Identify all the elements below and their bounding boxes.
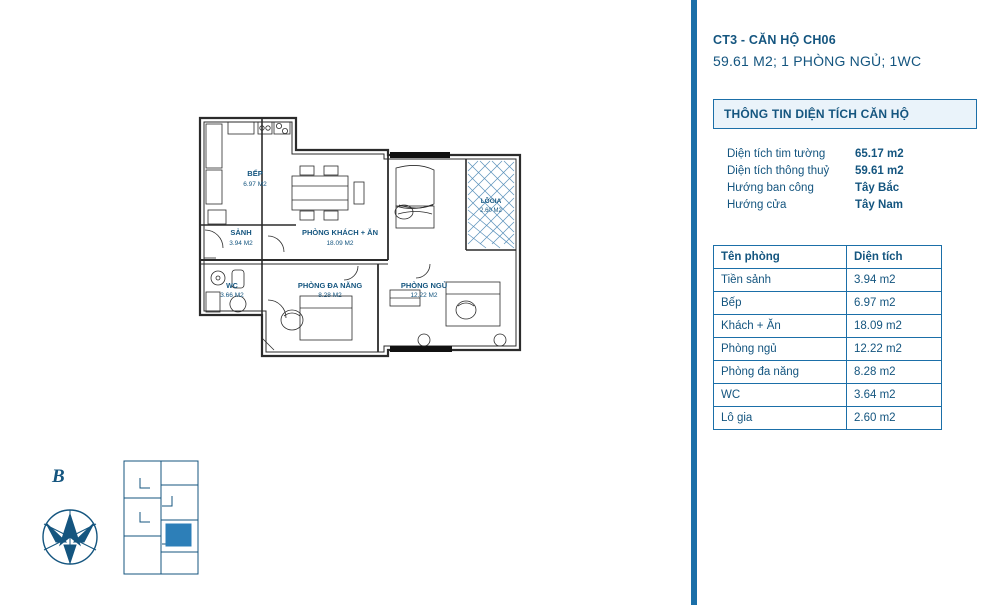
info-label: Hướng ban công	[727, 182, 814, 194]
table-row	[714, 361, 942, 384]
room-area-logia: 2.60 M2	[480, 208, 502, 214]
table-cell-room: Phòng đa năng	[714, 361, 847, 384]
table-cell-room: Khách + Ăn	[714, 315, 847, 338]
table-cell-room: Bếp	[714, 292, 847, 315]
room-area-ngu: 12.22 M2	[410, 292, 438, 299]
room-area-table	[713, 245, 942, 430]
info-row	[727, 163, 977, 180]
table-cell-area: 8.28 m2	[847, 361, 942, 384]
table-cell-room: Phòng ngủ	[714, 338, 847, 361]
info-value: Tây Bắc	[855, 182, 900, 194]
table-cell-area: 3.94 m2	[847, 269, 942, 292]
room-label-ngu: PHÒNG NGỦ	[400, 281, 448, 290]
table-row	[714, 384, 942, 407]
room-label-wc: WC	[226, 283, 238, 290]
room-label-logia: LÔGIA	[480, 198, 502, 205]
table-row	[714, 338, 942, 361]
info-label: Diện tích tim tường	[727, 148, 826, 160]
info-row	[727, 146, 977, 163]
room-area-danang: 8.28 M2	[318, 292, 342, 299]
table-header-name: Tên phòng	[714, 246, 847, 269]
compass-rose	[43, 510, 97, 564]
apartment-code: CT3 - CĂN HỘ CH06	[713, 33, 836, 47]
room-area-bep: 6.97 M2	[243, 181, 267, 188]
room-label-danang: PHÒNG ĐA NĂNG	[297, 281, 363, 290]
info-value: 65.17 m2	[855, 148, 904, 160]
table-cell-area: 6.97 m2	[847, 292, 942, 315]
info-row	[727, 180, 977, 197]
table-row	[714, 407, 942, 430]
table-header-area: Diện tích	[847, 246, 942, 269]
table-header-row	[714, 246, 942, 269]
info-label: Hướng cửa	[727, 199, 787, 211]
table-cell-area: 3.64 m2	[847, 384, 942, 407]
table-cell-room: Tiền sảnh	[714, 269, 847, 292]
table-cell-area: 18.09 m2	[847, 315, 942, 338]
table-row	[714, 315, 942, 338]
info-list	[727, 146, 977, 214]
apartment-summary: 59.61 M2; 1 PHÒNG NGỦ; 1WC	[713, 53, 922, 69]
table-cell-area: 12.22 m2	[847, 338, 942, 361]
room-area-sanh: 3.94 M2	[229, 240, 253, 247]
section-header-label: THÔNG TIN DIỆN TÍCH CĂN HỘ	[724, 107, 910, 121]
table-cell-room: WC	[714, 384, 847, 407]
table-row	[714, 292, 942, 315]
key-plan-highlight	[166, 524, 191, 546]
table-cell-area: 2.60 m2	[847, 407, 942, 430]
table-cell-room: Lô gia	[714, 407, 847, 430]
room-label-sanh: SẢNH	[230, 228, 252, 237]
info-value: Tây Nam	[855, 199, 903, 211]
info-panel	[690, 0, 996, 605]
compass-label: B	[52, 466, 65, 487]
title-block	[713, 33, 983, 69]
room-area-khach: 18.09 M2	[326, 240, 354, 247]
key-plan	[124, 461, 198, 574]
room-label-bep: BẾP	[247, 169, 263, 178]
panel-accent-strip	[691, 0, 697, 605]
section-header	[713, 99, 977, 129]
info-row	[727, 197, 977, 214]
info-label: Diện tích thông thuỷ	[727, 165, 830, 177]
info-value: 59.61 m2	[855, 165, 904, 177]
room-area-wc: 3.66 M2	[220, 292, 244, 299]
table-row	[714, 269, 942, 292]
room-label-khach: PHÒNG KHÁCH + ĂN	[301, 228, 379, 237]
